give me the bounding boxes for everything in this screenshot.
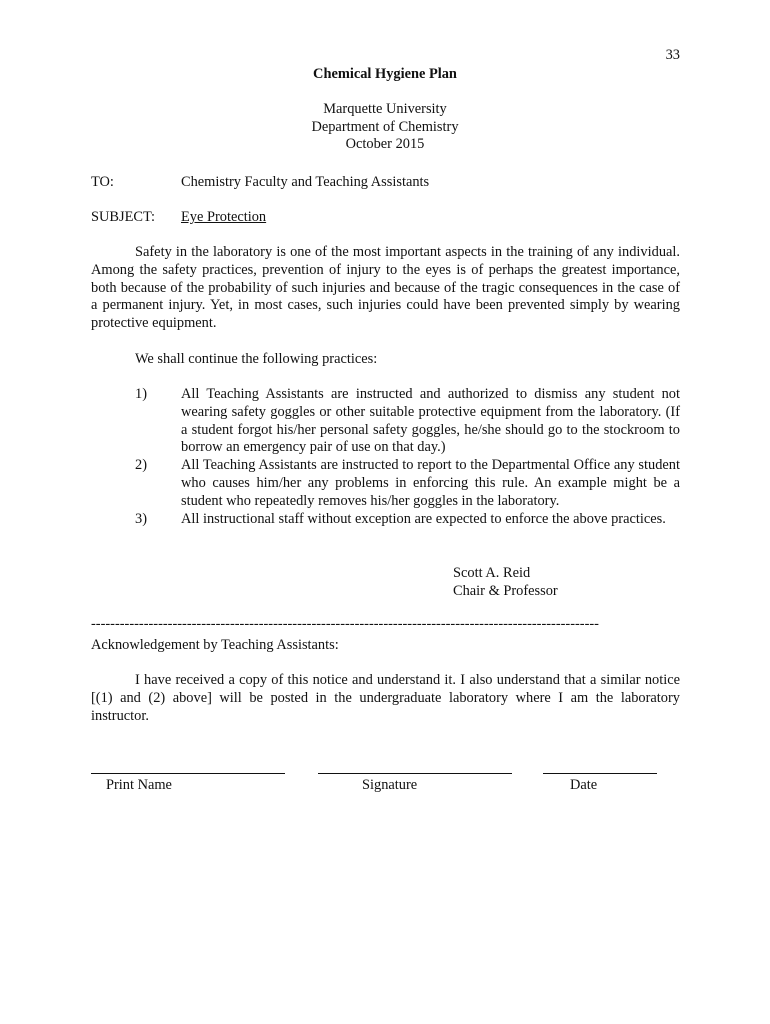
list-item [91,511,680,529]
list-item-number: 1) [135,386,147,402]
practices-lead: We shall continue the following practices: [135,351,378,367]
section-divider: ---------------------------------------------------------------------------------------------------------- [91,616,599,632]
memo-to-row [91,173,430,191]
date-line [543,773,657,774]
department-name: Department of Chemistry [311,118,459,135]
intro-paragraph: Safety in the laboratory is one of the most important aspects in the training of any individual. Among the safety practices, prevention of injury to the eyes is of perhaps the greatest importance, both because of the probability of such injuries and because of the tragic consequences in the case of a permanent injury. Yet, in most cases, such injuries could have been prevented simply by wearing protective equipment. [91,244,680,332]
list-item [91,386,680,457]
list-item-number: 2) [135,457,147,474]
list-item-number: 3) [135,510,147,527]
institution-name: Marquette University [323,101,447,117]
signatory-name: Scott A. Reid [453,565,531,581]
page-number: 33 [665,47,680,63]
signatory-title: Chair & Professor [453,582,558,599]
list-item-text: All Teaching Assistants are instructed and authorized to dismiss any student not wearing safety goggles or other suitable protective equipment from the laboratory. (If a student forgot his/her personal safety goggles, he/she should go to the stockroom to borrow an emergency pair of use on that day.) [181,386,680,456]
memo-subject-row [91,208,267,226]
print-name-line [91,773,285,774]
to-value: Chemistry Faculty and Teaching Assistants [181,174,430,190]
practices-list [91,386,680,528]
list-item [91,457,680,510]
subject-label: SUBJECT: [91,209,156,225]
acknowledgement-heading: Acknowledgement by Teaching Assistants: [91,637,339,653]
signature-block [453,565,558,600]
list-item-text: All Teaching Assistants are instructed to report to the Departmental Office any student who causes him/her any problems in enforcing this rule. An example might be a student who repeatedly removes his/her goggles in the laboratory. [181,457,680,509]
document-title: Chemical Hygiene Plan [313,66,457,82]
document-date: October 2015 [345,136,425,152]
date-label: Date [570,777,598,793]
print-name-label: Print Name [106,777,172,793]
subject-value: Eye Protection [181,209,267,225]
acknowledgement-text: I have received a copy of this notice and understand it. I also understand that a similar notice [(1) and (2) above] will be posted in the undergraduate laboratory where I am the laboratory instructor. [91,672,680,724]
list-item-text: All instructional staff without exception are expected to enforce the above practices. [181,510,666,527]
signature-line [318,773,512,774]
document-header [0,101,770,154]
signature-label: Signature [362,777,418,793]
to-label: TO: [91,174,114,190]
